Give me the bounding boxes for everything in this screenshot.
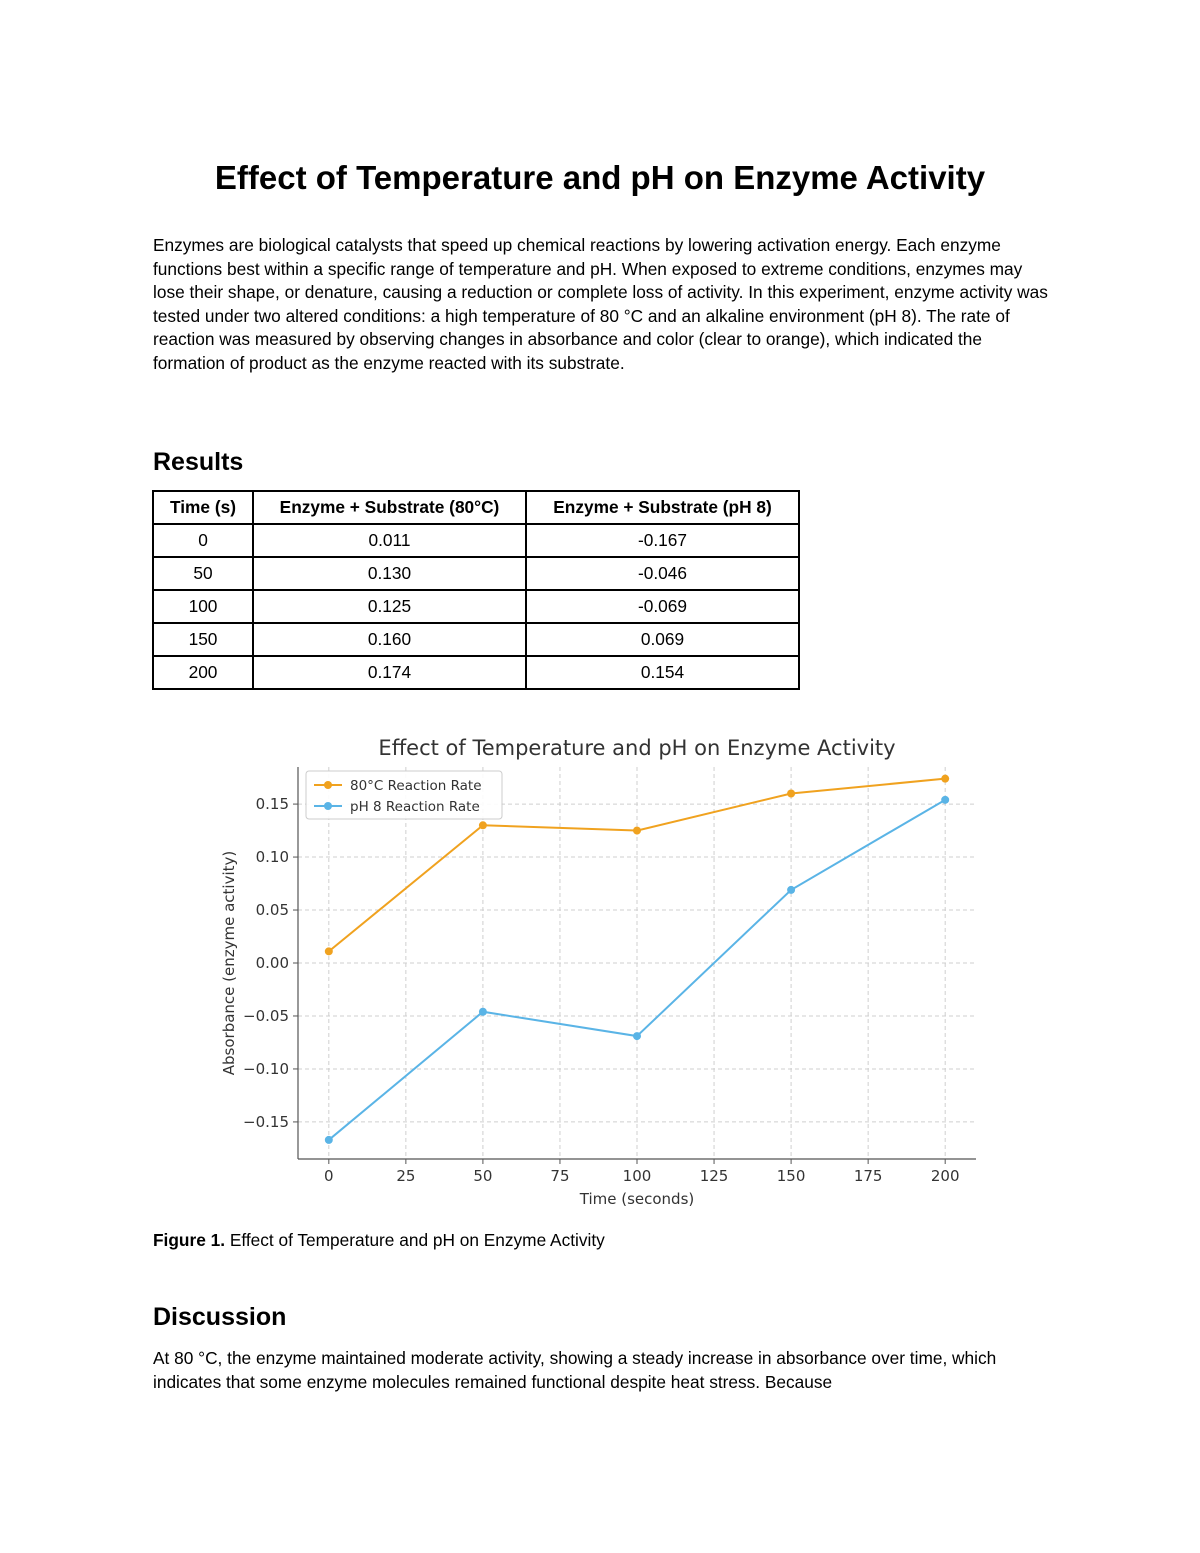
data-point [479, 821, 487, 829]
table-cell: 100 [153, 590, 253, 623]
x-tick-label: 150 [776, 1167, 806, 1185]
table-row [153, 557, 799, 590]
table-cell: 0.130 [253, 557, 526, 590]
x-tick-label: 200 [930, 1167, 960, 1185]
data-point [787, 886, 795, 894]
data-point [633, 827, 641, 835]
enzyme-activity-chart [210, 725, 990, 1215]
y-tick-label: 0.00 [255, 954, 289, 972]
data-point [325, 1136, 333, 1144]
x-tick-label: 75 [550, 1167, 570, 1185]
results-heading: Results [153, 448, 244, 476]
table-cell: 0.154 [526, 656, 799, 689]
legend-label: pH 8 Reaction Rate [350, 799, 480, 815]
figure-caption [153, 1229, 605, 1252]
y-tick-label: 0.15 [255, 795, 289, 814]
table-cell: 0.069 [526, 623, 799, 656]
table-cell: 0.160 [253, 623, 526, 656]
table-cell: 0.174 [253, 656, 526, 689]
table-cell: 0.011 [253, 524, 526, 557]
data-point [787, 789, 795, 797]
table-row [153, 590, 799, 623]
data-point [633, 1032, 641, 1040]
table-header-row [153, 491, 799, 524]
table-cell: 0.125 [253, 590, 526, 623]
table-cell: 150 [153, 623, 253, 656]
figure-caption-text: Effect of Temperature and pH on Enzyme Activity [225, 1230, 605, 1250]
table-row [153, 623, 799, 656]
y-tick-label: −0.05 [243, 1006, 289, 1025]
data-point [479, 1008, 487, 1016]
discussion-heading: Discussion [153, 1303, 287, 1331]
intro-paragraph: Enzymes are biological catalysts that speed up chemical reactions by lowering activation energy. Each enzyme functions best within a specific range of temperature and pH. When exposed to extreme conditions, enzymes may lose their shape, or denature, causing a reduction or complete loss of activity. In this experiment, enzyme activity was tested under two altered conditions: a high temperature of 80 °C and an alkaline environment (pH 8). The rate of reaction was measured by observing changes in absorbance and color (clear to orange), which indicated the formation of product as the enzyme reacted with its substrate. [153, 235, 1048, 373]
y-tick-label: 0.10 [255, 848, 289, 867]
document-title: Effect of Temperature and pH on Enzyme Activity [214, 159, 986, 196]
table-header-80c: Enzyme + Substrate (80°C) [253, 491, 526, 524]
results-table [152, 490, 800, 690]
series-line-1 [329, 800, 945, 1140]
discussion-paragraph: At 80 °C, the enzyme maintained moderate activity, showing a steady increase in absorbance over time, which indicates that some enzyme molecules remained functional despite heat stress. Because [153, 1348, 997, 1392]
x-tick-label: 25 [396, 1167, 416, 1185]
x-tick-label: 50 [473, 1167, 493, 1185]
table-cell: -0.046 [526, 557, 799, 590]
figure-label: Figure 1. [153, 1230, 226, 1250]
table-cell: 200 [153, 656, 253, 689]
legend-swatch-marker [324, 802, 332, 810]
x-tick-label: 175 [853, 1167, 883, 1185]
chart-title: Effect of Temperature and pH on Enzyme Activity [378, 736, 896, 760]
table-cell: -0.167 [526, 524, 799, 557]
table-cell: 0 [153, 524, 253, 557]
table-row [153, 656, 799, 689]
y-tick-label: −0.10 [243, 1059, 289, 1078]
legend-swatch-marker [324, 781, 332, 789]
data-point [941, 775, 949, 783]
x-tick-label: 125 [699, 1167, 729, 1185]
data-point [325, 947, 333, 955]
table-header-time: Time (s) [153, 491, 253, 524]
y-axis-label: Absorbance (enzyme activity) [220, 850, 238, 1076]
table-header-ph8: Enzyme + Substrate (pH 8) [526, 491, 799, 524]
table-cell: 50 [153, 557, 253, 590]
data-point [941, 796, 949, 804]
legend-label: 80°C Reaction Rate [350, 778, 482, 794]
y-tick-label: −0.15 [243, 1112, 289, 1131]
x-tick-label: 0 [324, 1167, 334, 1185]
x-tick-label: 100 [622, 1167, 652, 1185]
table-cell: -0.069 [526, 590, 799, 623]
table-row [153, 524, 799, 557]
x-axis-label: Time (seconds) [579, 1190, 695, 1208]
y-tick-label: 0.05 [255, 901, 289, 920]
